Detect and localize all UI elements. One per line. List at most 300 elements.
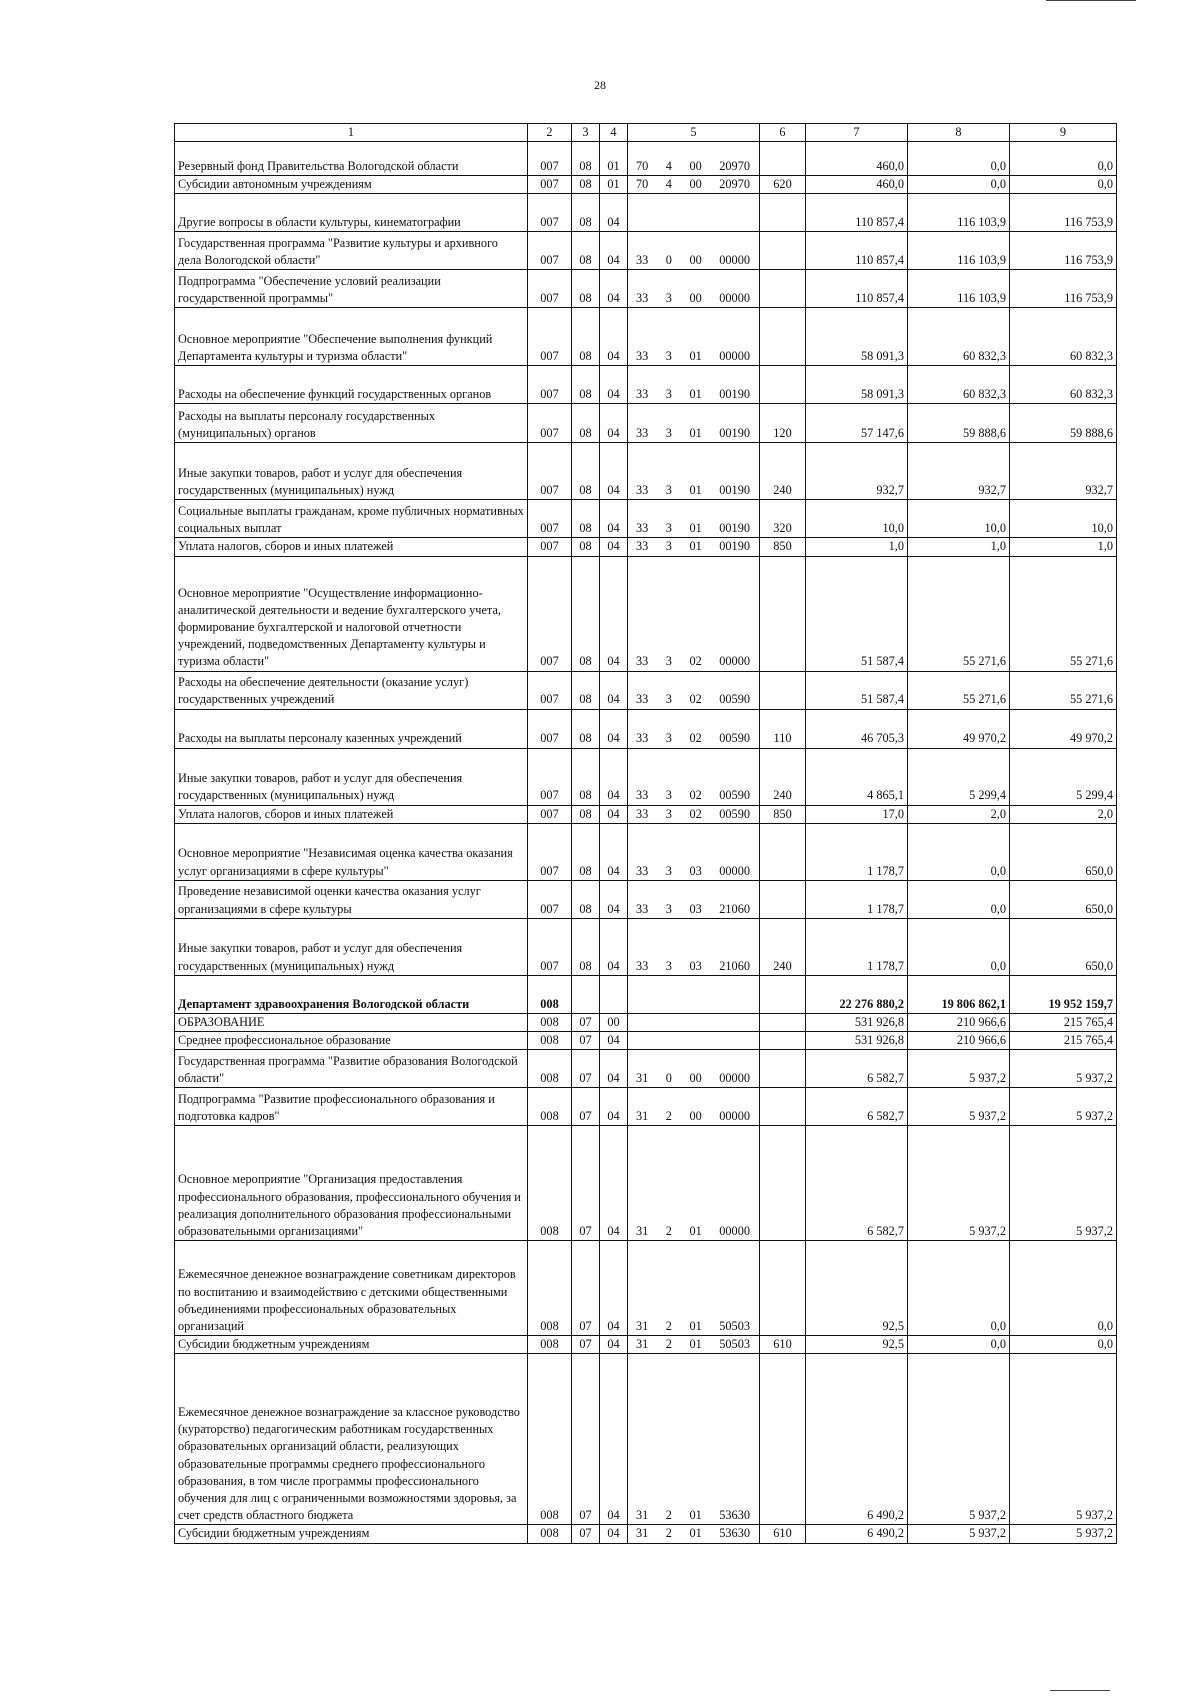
amount-year-2: 49 970,2 [908,709,1010,748]
table-row [175,880,1117,918]
direction-code: 20970 [719,159,750,173]
section-code: 08 [572,142,600,176]
row-name: Иные закупки товаров, работ и услуг для обеспечения государственных (муниципальных) нужд [175,748,528,805]
amount-year-2: 0,0 [908,823,1010,880]
subprogram-code: 2 [665,1508,672,1523]
expense-type-code: 320 [760,500,806,538]
program-code: 33 [636,253,649,268]
target-article-code [628,1241,760,1336]
subprogram-code: 3 [665,654,672,669]
admin-code: 007 [528,880,572,918]
table-row [175,748,1117,805]
amount-year-2: 60 832,3 [908,308,1010,366]
expense-type-code: 620 [760,176,806,194]
target-article-parts [631,348,756,365]
table-row [175,404,1117,443]
row-name: Субсидии бюджетным учреждениям [175,1336,528,1354]
program-code: 33 [636,539,649,554]
header-cell: 8 [908,124,1010,142]
admin-code: 007 [528,748,572,805]
expense-type-code [760,823,806,880]
section-code: 07 [572,1354,600,1525]
direction-code: 21060 [719,901,750,916]
amount-year-3: 1,0 [1010,538,1117,556]
target-article-code [628,556,760,671]
expense-type-code: 240 [760,918,806,975]
target-article-code [628,1336,760,1354]
direction-code: 20970 [719,177,750,192]
program-code: 31 [636,1526,649,1541]
target-article-code [628,308,760,366]
subsection-code [600,975,628,1013]
expense-type-code [760,366,806,404]
target-article-parts [631,1070,756,1087]
header-cell: 3 [572,124,600,142]
amount-year-1: 92,5 [806,1336,908,1354]
amount-year-1: 110 857,4 [806,232,908,270]
amount-year-2: 116 103,9 [908,270,1010,308]
subsection-code: 04 [600,709,628,748]
amount-year-1: 51 587,4 [806,556,908,671]
section-code: 08 [572,500,600,538]
subsection-code: 04 [600,556,628,671]
amount-year-1: 6 490,2 [806,1354,908,1525]
target-article-parts [631,863,756,880]
subsection-code: 04 [600,748,628,805]
target-article-code [628,232,760,270]
target-article-code [628,748,760,805]
amount-year-1: 460,0 [806,142,908,176]
main-event-code: 01 [689,521,702,536]
amount-year-1: 4 865,1 [806,748,908,805]
program-code: 33 [636,863,649,878]
program-code: 33 [636,521,649,536]
subprogram-code: 0 [665,1071,672,1086]
main-event-code: 01 [689,1526,702,1541]
amount-year-1: 22 276 880,2 [806,975,908,1013]
row-name: Среднее профессиональное образование [175,1032,528,1050]
row-name: ОБРАЗОВАНИЕ [175,1013,528,1031]
subprogram-code: 2 [665,1526,672,1541]
direction-code: 00590 [719,806,750,821]
amount-year-3: 55 271,6 [1010,556,1117,671]
admin-code: 007 [528,176,572,194]
expense-type-code [760,1126,806,1241]
amount-year-2: 5 937,2 [908,1525,1010,1543]
main-event-code: 00 [689,1109,702,1124]
subsection-code: 04 [600,500,628,538]
header-cell: 9 [1010,124,1117,142]
row-name: Основное мероприятие "Независимая оценка качества оказания услуг организациями в сфере культуры" [175,823,528,880]
section-code: 08 [572,748,600,805]
subsection-code: 04 [600,805,628,823]
section-code: 08 [572,308,600,366]
amount-year-3: 59 888,6 [1010,404,1117,443]
target-article-code [628,443,760,500]
admin-code: 008 [528,1525,572,1543]
amount-year-3: 116 753,9 [1010,232,1117,270]
admin-code: 007 [528,194,572,232]
amount-year-2: 5 937,2 [908,1088,1010,1126]
section-code: 07 [572,1013,600,1031]
amount-year-3: 19 952 159,7 [1010,975,1117,1013]
subsection-code: 04 [600,443,628,500]
expense-type-code [760,556,806,671]
admin-code: 008 [528,1126,572,1241]
section-code: 08 [572,556,600,671]
amount-year-3: 650,0 [1010,918,1117,975]
row-name: Проведение независимой оценки качества оказания услуг организациями в сфере культуры [175,880,528,918]
section-code: 08 [572,194,600,232]
direction-code: 00590 [719,692,750,707]
subsection-code: 04 [600,1050,628,1088]
row-name: Субсидии автономным учреждениям [175,176,528,194]
program-code: 31 [636,1319,649,1334]
main-event-code: 01 [689,539,702,554]
subprogram-code: 3 [665,731,672,746]
amount-year-3: 116 753,9 [1010,270,1117,308]
target-article-code [628,1525,760,1543]
target-article-code [628,142,760,176]
amount-year-2: 116 103,9 [908,194,1010,232]
program-code: 33 [636,483,649,498]
expense-type-code: 120 [760,404,806,443]
expense-type-code: 850 [760,805,806,823]
direction-code: 50503 [719,1337,750,1352]
main-event-code: 02 [689,731,702,746]
amount-year-3: 5 299,4 [1010,748,1117,805]
target-article-parts [631,386,756,403]
subsection-code: 04 [600,918,628,975]
direction-code: 00190 [719,426,750,441]
main-event-code: 01 [689,387,702,402]
target-article-parts [631,158,756,175]
amount-year-1: 6 582,7 [806,1088,908,1126]
target-article-code [628,975,760,1013]
section-code [572,975,600,1013]
target-article-parts [631,538,756,555]
target-article-code [628,538,760,556]
amount-year-3: 5 937,2 [1010,1525,1117,1543]
program-code: 70 [636,159,649,173]
amount-year-3: 60 832,3 [1010,366,1117,404]
header-cell: 2 [528,124,572,142]
program-code: 33 [636,901,649,916]
amount-year-3: 215 765,4 [1010,1013,1117,1031]
admin-code: 008 [528,1354,572,1525]
row-name: Другие вопросы в области культуры, кинематографии [175,194,528,232]
row-name: Иные закупки товаров, работ и услуг для обеспечения государственных (муниципальных) нужд [175,918,528,975]
subsection-code: 04 [600,538,628,556]
program-code: 33 [636,426,649,441]
section-code: 08 [572,671,600,709]
row-name: Ежемесячное денежное вознаграждение советникам директоров по воспитанию и взаимодействию с детскими общественными объединениями профессиональных образовательных организаций [175,1241,528,1336]
subsection-code: 01 [600,176,628,194]
page-number: 28 [594,78,606,92]
amount-year-2: 10,0 [908,500,1010,538]
direction-code: 53630 [719,1526,750,1541]
program-code: 33 [636,788,649,803]
admin-code: 007 [528,366,572,404]
amount-year-1: 57 147,6 [806,404,908,443]
main-event-code: 01 [689,1319,702,1334]
admin-code: 008 [528,1013,572,1031]
direction-code: 53630 [719,1508,750,1523]
amount-year-2: 55 271,6 [908,556,1010,671]
subprogram-code: 3 [665,483,672,498]
section-code: 08 [572,823,600,880]
subprogram-code: 3 [665,788,672,803]
expense-type-code: 240 [760,748,806,805]
amount-year-2: 0,0 [908,142,1010,176]
direction-code: 00000 [719,1071,750,1086]
subprogram-code: 2 [665,1337,672,1352]
amount-year-1: 92,5 [806,1241,908,1336]
table-row [175,1050,1117,1088]
target-article-parts [631,787,756,804]
program-code: 31 [636,1109,649,1124]
budget-table [174,123,1117,1544]
target-article-parts [631,806,756,823]
subprogram-code: 3 [665,349,672,364]
program-code: 33 [636,654,649,669]
section-code: 08 [572,176,600,194]
subsection-code: 01 [600,142,628,176]
amount-year-3: 5 937,2 [1010,1088,1117,1126]
program-code: 33 [636,958,649,973]
amount-year-1: 531 926,8 [806,1013,908,1031]
expense-type-code [760,1088,806,1126]
direction-code: 00590 [719,788,750,803]
table-row [175,918,1117,975]
target-article-parts [631,176,756,193]
table-row [175,709,1117,748]
amount-year-3: 5 937,2 [1010,1354,1117,1525]
amount-year-3: 2,0 [1010,805,1117,823]
expense-type-code [760,1354,806,1525]
expense-type-code [760,308,806,366]
target-article-parts [631,1525,756,1542]
admin-code: 008 [528,1032,572,1050]
table-row [175,232,1117,270]
table-row [175,805,1117,823]
section-code: 08 [572,918,600,975]
amount-year-2: 0,0 [908,1241,1010,1336]
target-article-code [628,1126,760,1241]
target-article-parts [631,1336,756,1353]
program-code: 33 [636,291,649,306]
amount-year-1: 110 857,4 [806,194,908,232]
row-name: Расходы на обеспечение деятельности (оказание услуг) государственных учреждений [175,671,528,709]
target-article-code [628,1354,760,1525]
amount-year-2: 5 937,2 [908,1354,1010,1525]
amount-year-1: 6 582,7 [806,1126,908,1241]
subsection-code: 04 [600,404,628,443]
target-article-code [628,1050,760,1088]
program-code: 33 [636,387,649,402]
scan-artifact-top [1046,0,1136,1]
amount-year-3: 49 970,2 [1010,709,1117,748]
target-article-code [628,1032,760,1050]
section-code: 08 [572,443,600,500]
direction-code: 00000 [719,1109,750,1124]
amount-year-1: 932,7 [806,443,908,500]
target-article-parts [631,1108,756,1125]
expense-type-code [760,1032,806,1050]
section-code: 08 [572,270,600,308]
target-article-code [628,805,760,823]
section-code: 08 [572,805,600,823]
subsection-code: 04 [600,194,628,232]
program-code: 70 [636,177,649,192]
admin-code: 007 [528,556,572,671]
subsection-code: 04 [600,1354,628,1525]
table-row [175,194,1117,232]
admin-code: 007 [528,671,572,709]
main-event-code: 01 [689,426,702,441]
amount-year-3: 5 937,2 [1010,1126,1117,1241]
subprogram-code: 3 [665,291,672,306]
main-event-code: 02 [689,788,702,803]
target-article-parts [631,482,756,499]
main-event-code: 01 [689,483,702,498]
direction-code: 00190 [719,483,750,498]
amount-year-2: 210 966,6 [908,1032,1010,1050]
target-article-code [628,709,760,748]
expense-type-code [760,194,806,232]
subprogram-code: 2 [665,1319,672,1334]
table-row [175,270,1117,308]
amount-year-3: 10,0 [1010,500,1117,538]
main-event-code: 03 [689,958,702,973]
amount-year-3: 5 937,2 [1010,1050,1117,1088]
scan-artifact-bottom [1050,1690,1110,1691]
section-code: 07 [572,1126,600,1241]
subprogram-code: 3 [665,387,672,402]
amount-year-1: 531 926,8 [806,1032,908,1050]
program-code: 31 [636,1337,649,1352]
section-code: 07 [572,1032,600,1050]
amount-year-2: 19 806 862,1 [908,975,1010,1013]
amount-year-1: 1 178,7 [806,918,908,975]
subprogram-code: 3 [665,958,672,973]
main-event-code: 01 [689,349,702,364]
amount-year-2: 2,0 [908,805,1010,823]
subsection-code: 04 [600,1241,628,1336]
section-code: 08 [572,880,600,918]
table-row [175,308,1117,366]
target-article-code [628,366,760,404]
expense-type-code [760,1241,806,1336]
subprogram-code: 3 [665,863,672,878]
target-article-code [628,823,760,880]
subprogram-code: 0 [665,253,672,268]
subprogram-code: 3 [665,426,672,441]
expense-type-code [760,975,806,1013]
amount-year-2: 5 299,4 [908,748,1010,805]
direction-code: 00190 [719,387,750,402]
subsection-code: 04 [600,1336,628,1354]
target-article-code [628,671,760,709]
table-row [175,1241,1117,1336]
target-article-code [628,176,760,194]
expense-type-code [760,1013,806,1031]
direction-code: 00190 [719,539,750,554]
program-code: 33 [636,349,649,364]
admin-code: 007 [528,805,572,823]
subsection-code: 00 [600,1013,628,1031]
main-event-code: 00 [689,159,702,173]
main-event-code: 00 [689,291,702,306]
expense-type-code: 110 [760,709,806,748]
target-article-code [628,880,760,918]
target-article-parts [631,691,756,708]
row-name: Департамент здравоохранения Вологодской области [175,975,528,1013]
expense-type-code: 850 [760,538,806,556]
target-article-code [628,1013,760,1031]
direction-code: 00190 [719,521,750,536]
program-code: 31 [636,1224,649,1239]
direction-code: 00000 [719,349,750,364]
admin-code: 008 [528,1088,572,1126]
direction-code: 21060 [719,958,750,973]
section-code: 07 [572,1050,600,1088]
target-article-code [628,1088,760,1126]
target-article-parts [631,1507,756,1524]
header-cell: 7 [806,124,908,142]
subsection-code: 04 [600,880,628,918]
row-name: Расходы на выплаты персоналу государственных (муниципальных) органов [175,404,528,443]
amount-year-2: 59 888,6 [908,404,1010,443]
amount-year-3: 650,0 [1010,823,1117,880]
amount-year-3: 0,0 [1010,176,1117,194]
amount-year-1: 51 587,4 [806,671,908,709]
direction-code: 00000 [719,291,750,306]
admin-code: 007 [528,142,572,176]
target-article-parts [631,901,756,918]
amount-year-3: 0,0 [1010,1336,1117,1354]
table-row [175,1013,1117,1031]
row-name: Расходы на обеспечение функций государственных органов [175,366,528,404]
direction-code: 00000 [719,1224,750,1239]
header-cell: 5 [628,124,760,142]
table-row [175,1354,1117,1525]
section-code: 07 [572,1088,600,1126]
amount-year-3: 650,0 [1010,880,1117,918]
subsection-code: 04 [600,270,628,308]
section-code: 07 [572,1241,600,1336]
row-name: Расходы на выплаты персоналу казенных учреждений [175,709,528,748]
table-row [175,366,1117,404]
row-name: Уплата налогов, сборов и иных платежей [175,805,528,823]
section-code: 08 [572,232,600,270]
amount-year-2: 0,0 [908,918,1010,975]
row-name: Субсидии бюджетным учреждениям [175,1525,528,1543]
admin-code: 008 [528,975,572,1013]
expense-type-code: 610 [760,1525,806,1543]
amount-year-3: 0,0 [1010,1241,1117,1336]
admin-code: 007 [528,709,572,748]
section-code: 08 [572,709,600,748]
amount-year-3: 215 765,4 [1010,1032,1117,1050]
target-article-code [628,194,760,232]
subprogram-code: 3 [665,806,672,821]
expense-type-code [760,232,806,270]
subsection-code: 04 [600,308,628,366]
subsection-code: 04 [600,1088,628,1126]
expense-type-code: 240 [760,443,806,500]
amount-year-1: 58 091,3 [806,308,908,366]
